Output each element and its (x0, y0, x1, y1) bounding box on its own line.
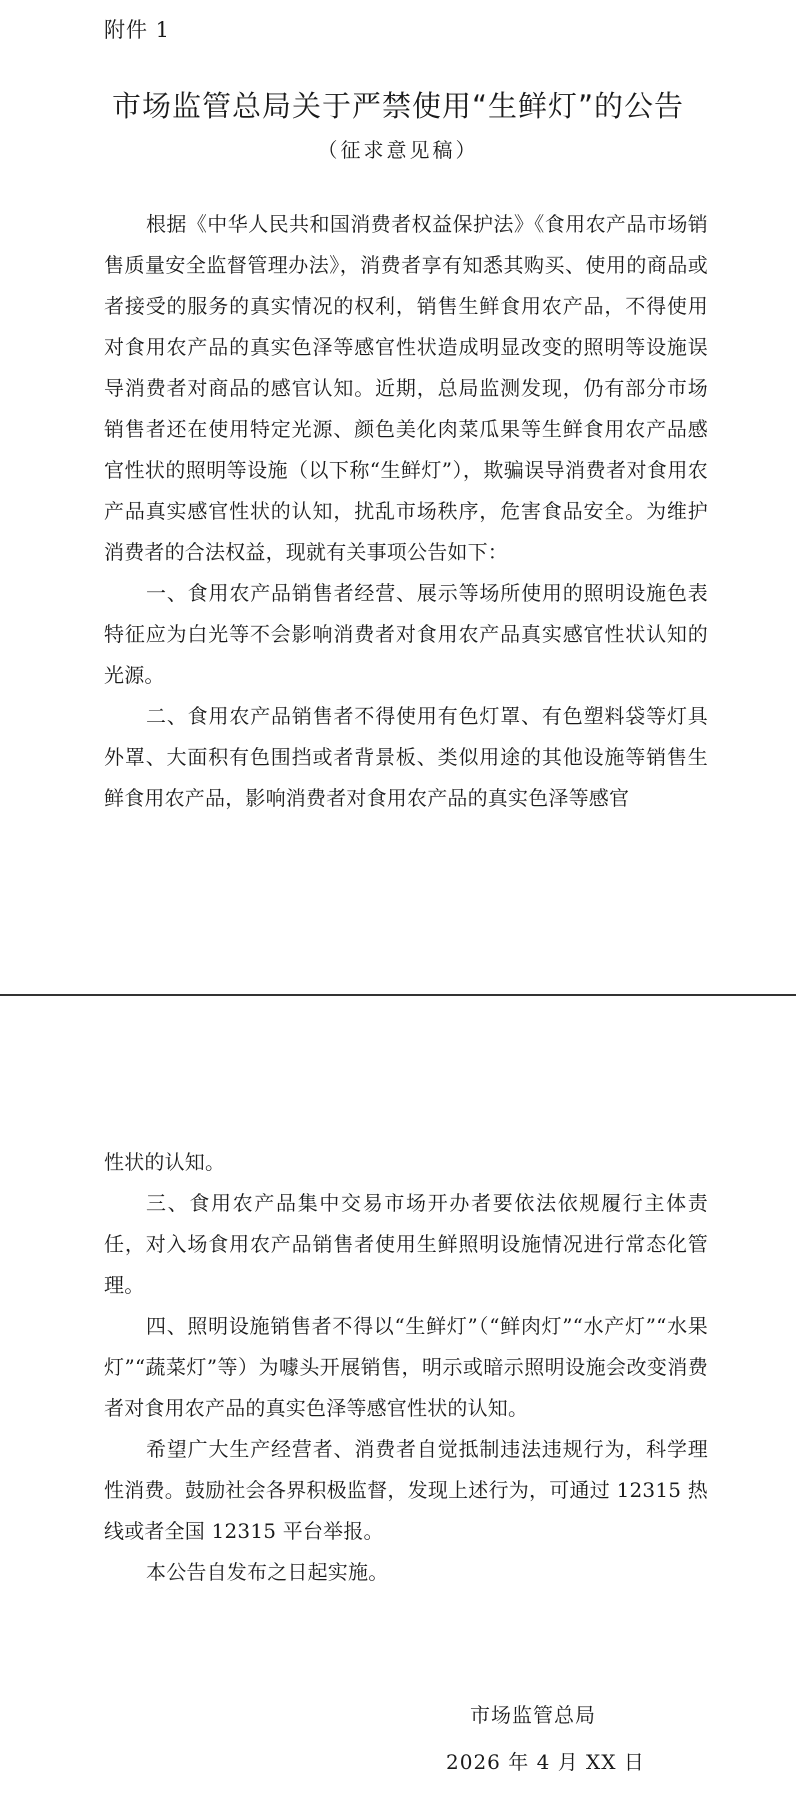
paragraph-effective: 本公告自发布之日起实施。 (146, 1560, 389, 1584)
paragraph-item-1: 一、食用农产品销售者经营、展示等场所使用的照明设施色表特征应为白光等不会影响消费者对食用农产品真实感官性状认知的光源。 (104, 581, 708, 687)
paragraph-item-3: 三、食用农产品集中交易市场开办者要依法依规履行主体责任，对入场食用农产品销售者使用生鲜照明设施情况进行常态化管理。 (104, 1191, 708, 1297)
attachment-label: 附件 1 (104, 18, 171, 42)
document-body-page-2 (104, 1142, 708, 1593)
document-title: 市场监管总局关于严禁使用“生鲜灯”的公告 (111, 89, 685, 123)
paragraph-continuation: 性状的认知。 (104, 1150, 226, 1174)
document-body-page-1 (104, 204, 708, 819)
signature-date: 2026 年 4 月 XX 日 (446, 1750, 645, 1774)
paragraph-item-4: 四、照明设施销售者不得以“生鲜灯”（“鲜肉灯”“水产灯”“水果灯”“蔬菜灯”等）为噱头开展销售，明示或暗示照明设施会改变消费者对食用农产品的真实色泽等感官性状的认知。 (104, 1314, 708, 1420)
document-subtitle: （征求意见稿） (317, 138, 479, 162)
paragraph-item-2: 二、食用农产品销售者不得使用有色灯罩、有色塑料袋等灯具外罩、大面积有色围挡或者背景板、类似用途的其他设施等销售生鲜食用农产品，影响消费者对食用农产品的真实色泽等感官 (104, 704, 708, 810)
paragraph-appeal: 希望广大生产经营者、消费者自觉抵制违法违规行为，科学理性消费。鼓励社会各界积极监督，发现上述行为，可通过 12315 热线或者全国 12315 平台举报。 (104, 1437, 708, 1543)
signature-organization: 市场监管总局 (470, 1703, 596, 1727)
paragraph-intro: 根据《中华人民共和国消费者权益保护法》《食用农产品市场销售质量安全监督管理办法》，消费者享有知悉其购买、使用的商品或者接受的服务的真实情况的权利，销售生鲜食用农产品，不得使用对食用农产品的真实色泽等感官性状造成明显改变的照明等设施误导消费者对商品的感官认知。近期，总局监测发现，仍有部分市场销售者还在使用特定光源、颜色美化肉菜瓜果等生鲜食用农产品感官性状的照明等设施（以下称“生鲜灯”），欺骗误导消费者对食用农产品真实感官性状的认知，扰乱市场秩序，危害食品安全。为维护消费者的合法权益，现就有关事项公告如下： (104, 212, 708, 564)
document-page-2 (0, 996, 796, 1819)
